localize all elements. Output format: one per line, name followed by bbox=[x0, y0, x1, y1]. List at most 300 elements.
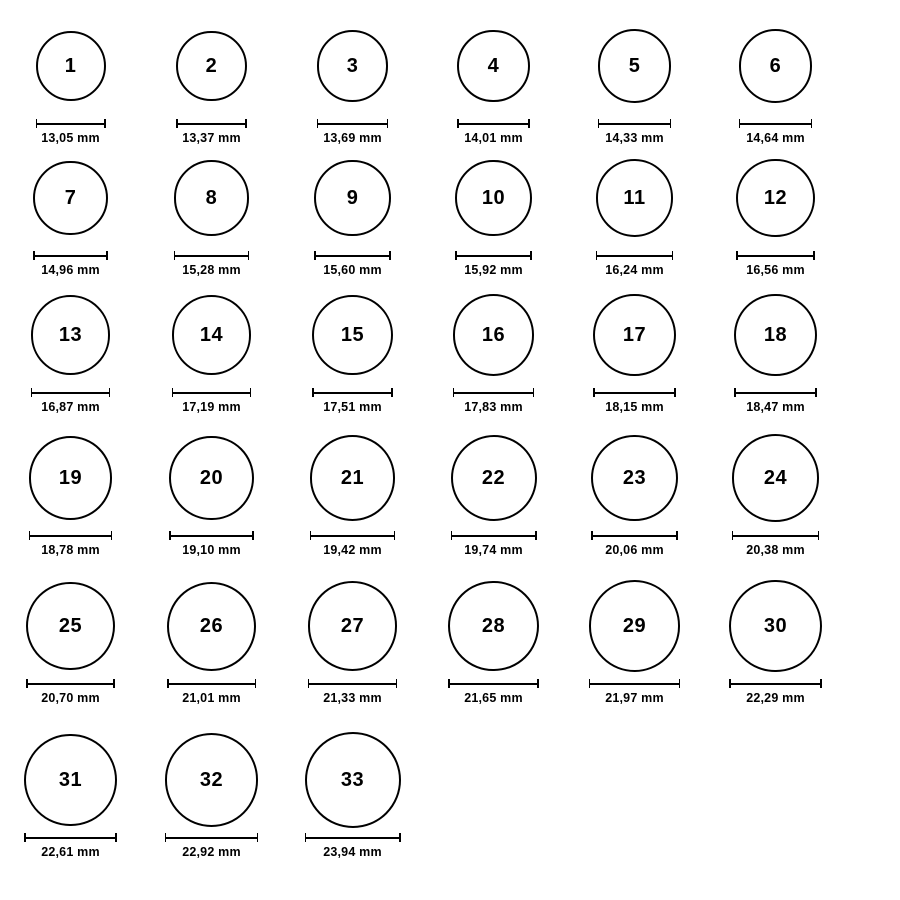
measurement-bar bbox=[176, 119, 247, 128]
measurement-tick-left bbox=[172, 388, 174, 397]
ring-size-number: 23 bbox=[622, 467, 647, 489]
ring-diameter-label: 13,37 mm bbox=[182, 131, 241, 145]
ring-circle bbox=[29, 436, 113, 520]
ring-size-number: 24 bbox=[763, 467, 788, 489]
measurement-tick-right bbox=[676, 531, 678, 540]
ring-circle bbox=[33, 161, 108, 236]
measurement-bar bbox=[736, 251, 814, 260]
measurement-tick-right bbox=[104, 119, 106, 128]
ring-size-item[interactable] bbox=[0, 732, 141, 859]
ring-circle bbox=[593, 294, 675, 376]
measurement-line bbox=[24, 837, 117, 839]
ring-circle-wrapper bbox=[165, 732, 259, 828]
measurement-bar bbox=[29, 531, 113, 540]
ring-diameter-label: 14,96 mm bbox=[41, 263, 100, 277]
ring-circle bbox=[165, 733, 259, 827]
measurement-tick-right bbox=[399, 833, 401, 842]
ring-circle bbox=[317, 30, 389, 102]
measurement-line bbox=[305, 837, 401, 839]
measurement-line bbox=[167, 683, 256, 685]
measurement-bar bbox=[169, 531, 253, 540]
ring-circle-wrapper bbox=[734, 287, 817, 383]
measurement-bar bbox=[174, 251, 249, 260]
ring-size-number: 5 bbox=[628, 55, 641, 77]
measurement-tick-right bbox=[115, 833, 117, 842]
ring-circle-wrapper bbox=[169, 430, 253, 526]
ring-diameter-label: 13,05 mm bbox=[41, 131, 100, 145]
measurement-line bbox=[596, 255, 674, 257]
ring-circle bbox=[169, 436, 253, 520]
measurement-bar bbox=[455, 251, 532, 260]
measurement-tick-left bbox=[26, 679, 28, 688]
measurement-line bbox=[593, 392, 675, 394]
measurement-tick-right bbox=[252, 531, 254, 540]
ring-circle-wrapper bbox=[453, 287, 534, 383]
measurement-line bbox=[174, 255, 249, 257]
measurement-line bbox=[310, 535, 395, 537]
ring-size-number: 28 bbox=[481, 615, 506, 637]
measurement-bar bbox=[312, 388, 393, 397]
ring-size-item[interactable] bbox=[282, 430, 423, 557]
measurement-tick-left bbox=[734, 388, 736, 397]
ring-diameter-label: 17,51 mm bbox=[323, 400, 382, 414]
measurement-bar bbox=[172, 388, 252, 397]
ring-size-number: 22 bbox=[481, 467, 506, 489]
ring-circle bbox=[305, 732, 401, 828]
ring-circle bbox=[729, 580, 821, 672]
measurement-line bbox=[589, 683, 680, 685]
ring-size-number: 8 bbox=[205, 186, 218, 209]
measurement-line bbox=[729, 683, 821, 685]
measurement-line bbox=[453, 392, 534, 394]
ring-size-row bbox=[0, 287, 900, 414]
measurement-bar bbox=[451, 531, 537, 540]
ring-size-number: 10 bbox=[481, 186, 506, 209]
measurement-tick-right bbox=[672, 251, 674, 260]
measurement-tick-right bbox=[670, 119, 672, 128]
ring-circle-wrapper bbox=[596, 150, 674, 246]
measurement-bar bbox=[310, 531, 395, 540]
measurement-bar bbox=[317, 119, 389, 128]
measurement-tick-right bbox=[537, 679, 539, 688]
ring-size-item[interactable] bbox=[141, 430, 282, 557]
measurement-tick-right bbox=[818, 531, 820, 540]
measurement-tick-left bbox=[169, 531, 171, 540]
measurement-line bbox=[455, 255, 532, 257]
measurement-line bbox=[734, 392, 817, 394]
ring-size-item[interactable] bbox=[282, 578, 423, 705]
ring-size-number: 13 bbox=[58, 324, 83, 346]
ring-size-number: 12 bbox=[763, 186, 788, 209]
measurement-bar bbox=[734, 388, 817, 397]
measurement-line bbox=[591, 535, 678, 537]
ring-circle-wrapper bbox=[167, 578, 256, 674]
ring-size-number: 15 bbox=[340, 324, 365, 346]
measurement-line bbox=[31, 392, 110, 394]
measurement-tick-left bbox=[31, 388, 33, 397]
ring-size-row bbox=[0, 578, 900, 705]
ring-circle bbox=[455, 160, 532, 237]
ring-size-row bbox=[0, 150, 900, 277]
measurement-line bbox=[33, 255, 108, 257]
ring-size-number: 32 bbox=[199, 769, 224, 791]
measurement-line bbox=[732, 535, 820, 537]
ring-circle bbox=[739, 29, 813, 103]
ring-circle-wrapper bbox=[176, 18, 247, 114]
ring-diameter-label: 21,65 mm bbox=[464, 691, 523, 705]
measurement-line bbox=[165, 837, 259, 839]
measurement-tick-right bbox=[111, 531, 113, 540]
measurement-tick-right bbox=[530, 251, 532, 260]
measurement-bar bbox=[33, 251, 108, 260]
ring-circle bbox=[310, 435, 395, 520]
ring-circle-wrapper bbox=[593, 287, 675, 383]
ring-circle bbox=[26, 582, 114, 670]
ring-diameter-label: 14,01 mm bbox=[464, 131, 523, 145]
ring-circle bbox=[176, 31, 247, 102]
measurement-tick-right bbox=[533, 388, 535, 397]
ring-diameter-label: 13,69 mm bbox=[323, 131, 382, 145]
measurement-bar bbox=[453, 388, 534, 397]
measurement-bar bbox=[31, 388, 110, 397]
ring-diameter-label: 21,97 mm bbox=[605, 691, 664, 705]
ring-circle-wrapper bbox=[589, 578, 680, 674]
ring-circle bbox=[598, 29, 671, 102]
ring-circle-wrapper bbox=[174, 150, 249, 246]
ring-circle-wrapper bbox=[729, 578, 821, 674]
ring-size-number: 14 bbox=[199, 323, 224, 346]
ring-size-number: 18 bbox=[763, 323, 788, 346]
ring-diameter-label: 18,15 mm bbox=[605, 400, 664, 414]
ring-size-item[interactable] bbox=[282, 287, 423, 414]
measurement-bar bbox=[589, 679, 680, 688]
ring-size-number: 29 bbox=[622, 614, 647, 637]
measurement-tick-left bbox=[314, 251, 316, 260]
measurement-tick-right bbox=[815, 388, 817, 397]
ring-circle-wrapper bbox=[739, 18, 813, 114]
ring-circle-wrapper bbox=[455, 150, 532, 246]
ring-diameter-label: 18,78 mm bbox=[41, 543, 100, 557]
ring-size-item[interactable] bbox=[141, 150, 282, 277]
ring-circle bbox=[736, 159, 814, 237]
ring-diameter-label: 19,10 mm bbox=[182, 543, 241, 557]
measurement-tick-right bbox=[245, 119, 247, 128]
measurement-line bbox=[312, 392, 393, 394]
ring-size-number: 30 bbox=[763, 615, 788, 637]
ring-circle bbox=[448, 581, 539, 672]
ring-size-item[interactable] bbox=[564, 287, 705, 414]
ring-size-number: 31 bbox=[58, 768, 83, 791]
ring-size-item[interactable] bbox=[564, 430, 705, 557]
measurement-tick-left bbox=[176, 119, 178, 128]
measurement-tick-right bbox=[387, 119, 389, 128]
ring-diameter-label: 18,47 mm bbox=[746, 400, 805, 414]
measurement-line bbox=[448, 683, 539, 685]
measurement-tick-left bbox=[729, 679, 731, 688]
ring-size-item[interactable] bbox=[705, 150, 846, 277]
ring-circle-wrapper bbox=[317, 18, 389, 114]
ring-size-item[interactable] bbox=[423, 578, 564, 705]
ring-circle-wrapper bbox=[33, 150, 108, 246]
measurement-line bbox=[172, 392, 252, 394]
ring-size-item[interactable] bbox=[141, 578, 282, 705]
measurement-bar bbox=[165, 833, 259, 842]
measurement-tick-left bbox=[591, 531, 593, 540]
ring-circle-wrapper bbox=[457, 18, 529, 114]
ring-circle bbox=[172, 295, 252, 375]
measurement-tick-right bbox=[113, 679, 115, 688]
ring-circle-wrapper bbox=[305, 732, 401, 828]
ring-circle-wrapper bbox=[31, 287, 110, 383]
ring-size-row bbox=[0, 430, 900, 557]
ring-circle bbox=[312, 295, 393, 376]
measurement-tick-right bbox=[394, 531, 396, 540]
ring-circle bbox=[451, 435, 537, 521]
measurement-tick-left bbox=[736, 251, 738, 260]
ring-size-item[interactable] bbox=[282, 732, 423, 859]
measurement-tick-left bbox=[33, 251, 35, 260]
ring-circle bbox=[591, 435, 678, 522]
measurement-tick-left bbox=[739, 119, 741, 128]
measurement-bar bbox=[448, 679, 539, 688]
measurement-line bbox=[457, 123, 529, 125]
ring-circle-wrapper bbox=[308, 578, 398, 674]
ring-circle bbox=[24, 734, 117, 827]
ring-size-item[interactable] bbox=[423, 18, 564, 145]
ring-diameter-label: 23,94 mm bbox=[323, 845, 382, 859]
ring-size-number: 11 bbox=[623, 187, 646, 209]
measurement-line bbox=[317, 123, 389, 125]
measurement-bar bbox=[591, 531, 678, 540]
ring-size-item[interactable] bbox=[0, 287, 141, 414]
ring-size-item[interactable] bbox=[0, 150, 141, 277]
measurement-tick-right bbox=[820, 679, 822, 688]
ring-diameter-label: 22,61 mm bbox=[41, 845, 100, 859]
ring-circle bbox=[457, 30, 529, 102]
measurement-tick-right bbox=[674, 388, 676, 397]
ring-size-row bbox=[0, 18, 900, 145]
measurement-tick-right bbox=[528, 119, 530, 128]
measurement-tick-left bbox=[165, 833, 167, 842]
measurement-line bbox=[736, 255, 814, 257]
ring-circle bbox=[174, 160, 249, 235]
measurement-tick-left bbox=[448, 679, 450, 688]
ring-size-number: 25 bbox=[58, 614, 83, 637]
ring-size-number: 20 bbox=[199, 466, 224, 489]
ring-circle-wrapper bbox=[312, 287, 393, 383]
measurement-tick-right bbox=[106, 251, 108, 260]
ring-diameter-label: 22,29 mm bbox=[746, 691, 805, 705]
measurement-tick-left bbox=[589, 679, 591, 688]
measurement-bar bbox=[596, 251, 674, 260]
measurement-tick-left bbox=[312, 388, 314, 397]
measurement-tick-left bbox=[36, 119, 38, 128]
ring-diameter-label: 20,70 mm bbox=[41, 691, 100, 705]
measurement-bar bbox=[26, 679, 114, 688]
ring-circle-wrapper bbox=[598, 18, 671, 114]
ring-circle-wrapper bbox=[29, 430, 113, 526]
measurement-bar bbox=[167, 679, 256, 688]
measurement-line bbox=[26, 683, 114, 685]
ring-size-number: 26 bbox=[199, 615, 224, 637]
measurement-line bbox=[598, 123, 671, 125]
measurement-line bbox=[451, 535, 537, 537]
ring-circle bbox=[308, 581, 398, 671]
measurement-tick-left bbox=[167, 679, 169, 688]
measurement-tick-left bbox=[593, 388, 595, 397]
ring-size-number: 6 bbox=[769, 54, 782, 77]
ring-circle bbox=[589, 580, 680, 671]
measurement-tick-left bbox=[317, 119, 319, 128]
ring-diameter-label: 15,28 mm bbox=[182, 263, 241, 277]
measurement-tick-left bbox=[305, 833, 307, 842]
ring-size-item[interactable] bbox=[564, 18, 705, 145]
ring-diameter-label: 19,42 mm bbox=[323, 543, 382, 557]
measurement-bar bbox=[457, 119, 529, 128]
ring-size-number: 1 bbox=[64, 55, 77, 77]
ring-size-number: 33 bbox=[340, 769, 365, 791]
ring-size-number: 3 bbox=[346, 55, 359, 77]
measurement-tick-right bbox=[396, 679, 398, 688]
measurement-tick-right bbox=[257, 833, 259, 842]
ring-size-item[interactable] bbox=[423, 150, 564, 277]
measurement-line bbox=[169, 535, 253, 537]
measurement-tick-right bbox=[248, 251, 250, 260]
ring-size-item[interactable] bbox=[0, 18, 141, 145]
ring-diameter-label: 16,24 mm bbox=[605, 263, 664, 277]
measurement-tick-right bbox=[389, 251, 391, 260]
measurement-line bbox=[29, 535, 113, 537]
ring-diameter-label: 20,06 mm bbox=[605, 543, 664, 557]
measurement-tick-left bbox=[453, 388, 455, 397]
measurement-tick-right bbox=[811, 119, 813, 128]
ring-diameter-label: 20,38 mm bbox=[746, 543, 805, 557]
ring-circle bbox=[734, 294, 817, 377]
ring-size-number: 7 bbox=[64, 187, 77, 209]
measurement-bar bbox=[24, 833, 117, 842]
measurement-bar bbox=[308, 679, 398, 688]
measurement-line bbox=[314, 255, 390, 257]
measurement-bar bbox=[305, 833, 401, 842]
ring-size-item[interactable] bbox=[141, 287, 282, 414]
measurement-tick-left bbox=[598, 119, 600, 128]
ring-circle bbox=[453, 294, 534, 375]
ring-diameter-label: 16,87 mm bbox=[41, 400, 100, 414]
ring-size-number: 27 bbox=[340, 614, 365, 637]
ring-size-item[interactable] bbox=[705, 287, 846, 414]
measurement-bar bbox=[729, 679, 821, 688]
measurement-tick-left bbox=[457, 119, 459, 128]
ring-size-item[interactable] bbox=[564, 150, 705, 277]
measurement-tick-left bbox=[308, 679, 310, 688]
measurement-tick-right bbox=[535, 531, 537, 540]
measurement-tick-right bbox=[391, 388, 393, 397]
measurement-tick-right bbox=[109, 388, 111, 397]
ring-size-item[interactable] bbox=[282, 18, 423, 145]
ring-diameter-label: 14,33 mm bbox=[605, 131, 664, 145]
ring-size-item[interactable] bbox=[141, 732, 282, 859]
ring-size-item[interactable] bbox=[0, 430, 141, 557]
measurement-tick-left bbox=[732, 531, 734, 540]
ring-circle-wrapper bbox=[736, 150, 814, 246]
ring-circle bbox=[36, 31, 106, 101]
ring-circle bbox=[596, 159, 674, 237]
ring-size-number: 19 bbox=[58, 467, 83, 489]
ring-size-number: 16 bbox=[481, 323, 506, 346]
ring-diameter-label: 21,01 mm bbox=[182, 691, 241, 705]
ring-size-item[interactable] bbox=[705, 18, 846, 145]
ring-circle bbox=[31, 295, 110, 374]
measurement-line bbox=[308, 683, 398, 685]
measurement-bar bbox=[593, 388, 675, 397]
ring-diameter-label: 17,19 mm bbox=[182, 400, 241, 414]
ring-diameter-label: 19,74 mm bbox=[464, 543, 523, 557]
ring-circle-wrapper bbox=[591, 430, 678, 526]
ring-size-number: 21 bbox=[340, 467, 365, 489]
ring-diameter-label: 17,83 mm bbox=[464, 400, 523, 414]
measurement-tick-left bbox=[29, 531, 31, 540]
measurement-tick-right bbox=[679, 679, 681, 688]
ring-size-item[interactable] bbox=[282, 150, 423, 277]
ring-size-number: 17 bbox=[622, 324, 647, 346]
measurement-tick-right bbox=[250, 388, 252, 397]
ring-circle-wrapper bbox=[36, 18, 106, 114]
ring-circle-wrapper bbox=[24, 732, 117, 828]
measurement-tick-right bbox=[255, 679, 257, 688]
measurement-line bbox=[176, 123, 247, 125]
measurement-tick-right bbox=[813, 251, 815, 260]
ring-size-number: 9 bbox=[346, 187, 359, 209]
ring-size-row bbox=[0, 732, 900, 859]
measurement-tick-left bbox=[24, 833, 26, 842]
ring-circle bbox=[167, 582, 256, 671]
ring-size-item[interactable] bbox=[141, 18, 282, 145]
ring-circle-wrapper bbox=[314, 150, 390, 246]
ring-size-number: 4 bbox=[487, 54, 500, 77]
measurement-tick-left bbox=[174, 251, 176, 260]
measurement-tick-left bbox=[596, 251, 598, 260]
measurement-line bbox=[739, 123, 813, 125]
ring-circle bbox=[732, 434, 820, 522]
measurement-bar bbox=[739, 119, 813, 128]
ring-diameter-label: 15,60 mm bbox=[323, 263, 382, 277]
measurement-tick-left bbox=[451, 531, 453, 540]
ring-circle-wrapper bbox=[26, 578, 114, 674]
ring-size-item[interactable] bbox=[423, 287, 564, 414]
ring-size-item[interactable] bbox=[705, 578, 846, 705]
ring-circle-wrapper bbox=[448, 578, 539, 674]
ring-size-item[interactable] bbox=[564, 578, 705, 705]
ring-size-item[interactable] bbox=[705, 430, 846, 557]
ring-diameter-label: 16,56 mm bbox=[746, 263, 805, 277]
measurement-bar bbox=[314, 251, 390, 260]
measurement-bar bbox=[732, 531, 820, 540]
ring-circle-wrapper bbox=[310, 430, 395, 526]
ring-circle bbox=[314, 160, 390, 236]
ring-circle-wrapper bbox=[172, 287, 252, 383]
measurement-tick-left bbox=[455, 251, 457, 260]
ring-size-number: 2 bbox=[205, 54, 218, 77]
measurement-line bbox=[36, 123, 106, 125]
measurement-bar bbox=[598, 119, 671, 128]
ring-diameter-label: 15,92 mm bbox=[464, 263, 523, 277]
ring-diameter-label: 21,33 mm bbox=[323, 691, 382, 705]
ring-size-item[interactable] bbox=[423, 430, 564, 557]
ring-circle-wrapper bbox=[732, 430, 820, 526]
measurement-tick-left bbox=[310, 531, 312, 540]
ring-diameter-label: 14,64 mm bbox=[746, 131, 805, 145]
ring-size-item[interactable] bbox=[0, 578, 141, 705]
